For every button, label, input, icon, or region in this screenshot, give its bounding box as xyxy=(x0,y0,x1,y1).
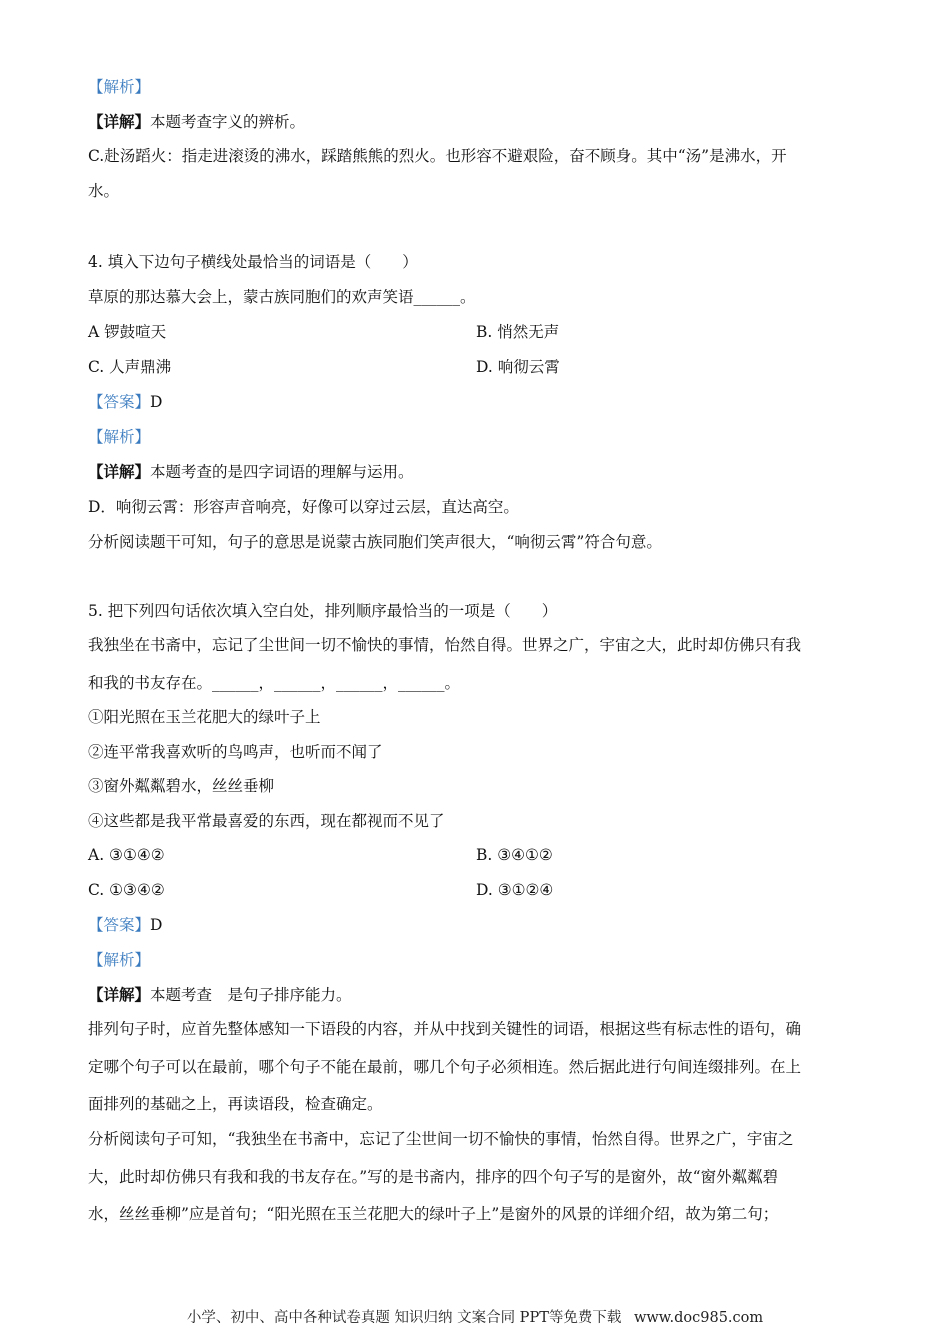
q4-d-explain: D．响彻云霄：形容声音响亮，好像可以穿过云层，直达高空。 xyxy=(88,498,519,516)
q3-c-explain-line2: 水。 xyxy=(88,182,120,200)
q5-option-c: C. ①③④② xyxy=(88,881,165,899)
xiangjie-tag: 【详解】 xyxy=(88,112,151,131)
q5-option-b: B. ③④①② xyxy=(476,846,553,864)
xiangjie-q3 xyxy=(88,112,862,132)
jiexi-tag-q3: 【解析】 xyxy=(88,78,151,96)
q4-option-d: D. 响彻云霄 xyxy=(476,358,560,376)
q4-option-b: B. 悄然无声 xyxy=(476,323,560,341)
q4-answer xyxy=(88,392,862,412)
q5-option-d: D. ③①②④ xyxy=(476,881,554,899)
q5-option-a: A. ③①④② xyxy=(88,846,165,864)
answer-value: D xyxy=(150,393,163,411)
q5-sentence-2: ②连平常我喜欢听的鸟鸣声，也听而不闻了 xyxy=(88,743,383,761)
page-footer xyxy=(0,1306,950,1327)
xiangjie-text: 本题考查字义的辨析。 xyxy=(150,113,306,131)
q3-c-explain-line1: C.赴汤蹈火：指走进滚烫的沸水，踩踏熊熊的烈火。也形容不避艰险，奋不顾身。其中“汤”是沸水，开 xyxy=(88,147,787,165)
xiangjie-q4 xyxy=(88,462,862,482)
q5-answer xyxy=(88,915,862,935)
footer-link[interactable]: www.doc985.com xyxy=(633,1310,764,1326)
answer-tag: 【答案】 xyxy=(88,916,151,934)
xiangjie-text: 本题考查 是句子排序能力。 xyxy=(150,986,352,1004)
q5-analysis-line1: 分析阅读句子可知，“我独坐在书斋中，忘记了尘世间一切不愉快的事情，怡然自得。世界之广，宇宙之 xyxy=(88,1130,794,1148)
xiangjie-q5 xyxy=(88,985,862,1005)
q5-stem: 5. 把下列四句话依次填入空白处，排列顺序最恰当的一项是（ ） xyxy=(88,602,558,620)
footer-text: 小学、初中、高中各种试卷真题 知识归纳 文案合同 PPT等免费下载 xyxy=(186,1310,622,1326)
xiangjie-tag: 【详解】 xyxy=(88,462,151,481)
jiexi-tag-q5: 【解析】 xyxy=(88,951,151,969)
answer-value: D xyxy=(150,916,163,934)
q4-sentence: 草原的那达慕大会上，蒙古族同胞们的欢声笑语______。 xyxy=(88,288,476,306)
q5-passage-line1: 我独坐在书斋中，忘记了尘世间一切不愉快的事情，怡然自得。世界之广，宇宙之大，此时却仿佛只有我 xyxy=(88,636,802,654)
xiangjie-text: 本题考查的是四字词语的理解与运用。 xyxy=(150,463,414,481)
q5-passage-line2: 和我的书友存在。______，______，______，______。 xyxy=(88,674,461,692)
jiexi-tag-q4: 【解析】 xyxy=(88,428,151,446)
q4-option-c: C. 人声鼎沸 xyxy=(88,358,172,376)
xiangjie-tag: 【详解】 xyxy=(88,985,151,1004)
q4-option-a: A 锣鼓喧天 xyxy=(88,323,167,341)
q5-sentence-1: ①阳光照在玉兰花肥大的绿叶子上 xyxy=(88,708,321,726)
q5-analysis-line3: 水，丝丝垂柳”应是首句；“阳光照在玉兰花肥大的绿叶子上”是窗外的风景的详细介绍，故为第二句； xyxy=(88,1205,779,1223)
q4-stem: 4. 填入下边句子横线处最恰当的词语是（ ） xyxy=(88,253,418,271)
q5-sentence-3: ③窗外粼粼碧水，丝丝垂柳 xyxy=(88,777,275,795)
q5-method-line1: 排列句子时，应首先整体感知一下语段的内容，并从中找到关键性的词语，根据这些有标志性的语句，确 xyxy=(88,1020,802,1038)
q5-method-line3: 面排列的基础之上，再读语段，检查确定。 xyxy=(88,1095,383,1113)
answer-tag: 【答案】 xyxy=(88,393,151,411)
q5-analysis-line2: 大，此时却仿佛只有我和我的书友存在。”写的是书斋内，排序的四个句子写的是窗外，故“窗外粼粼碧 xyxy=(88,1168,779,1186)
q5-method-line2: 定哪个句子可以在最前，哪个句子不能在最前，哪几个句子必须相连。然后据此进行句间连缀排列。在上 xyxy=(88,1058,802,1076)
q5-sentence-4: ④这些都是我平常最喜爱的东西，现在都视而不见了 xyxy=(88,812,445,830)
q4-analysis: 分析阅读题干可知，句子的意思是说蒙古族同胞们笑声很大，“响彻云霄”符合句意。 xyxy=(88,533,662,551)
